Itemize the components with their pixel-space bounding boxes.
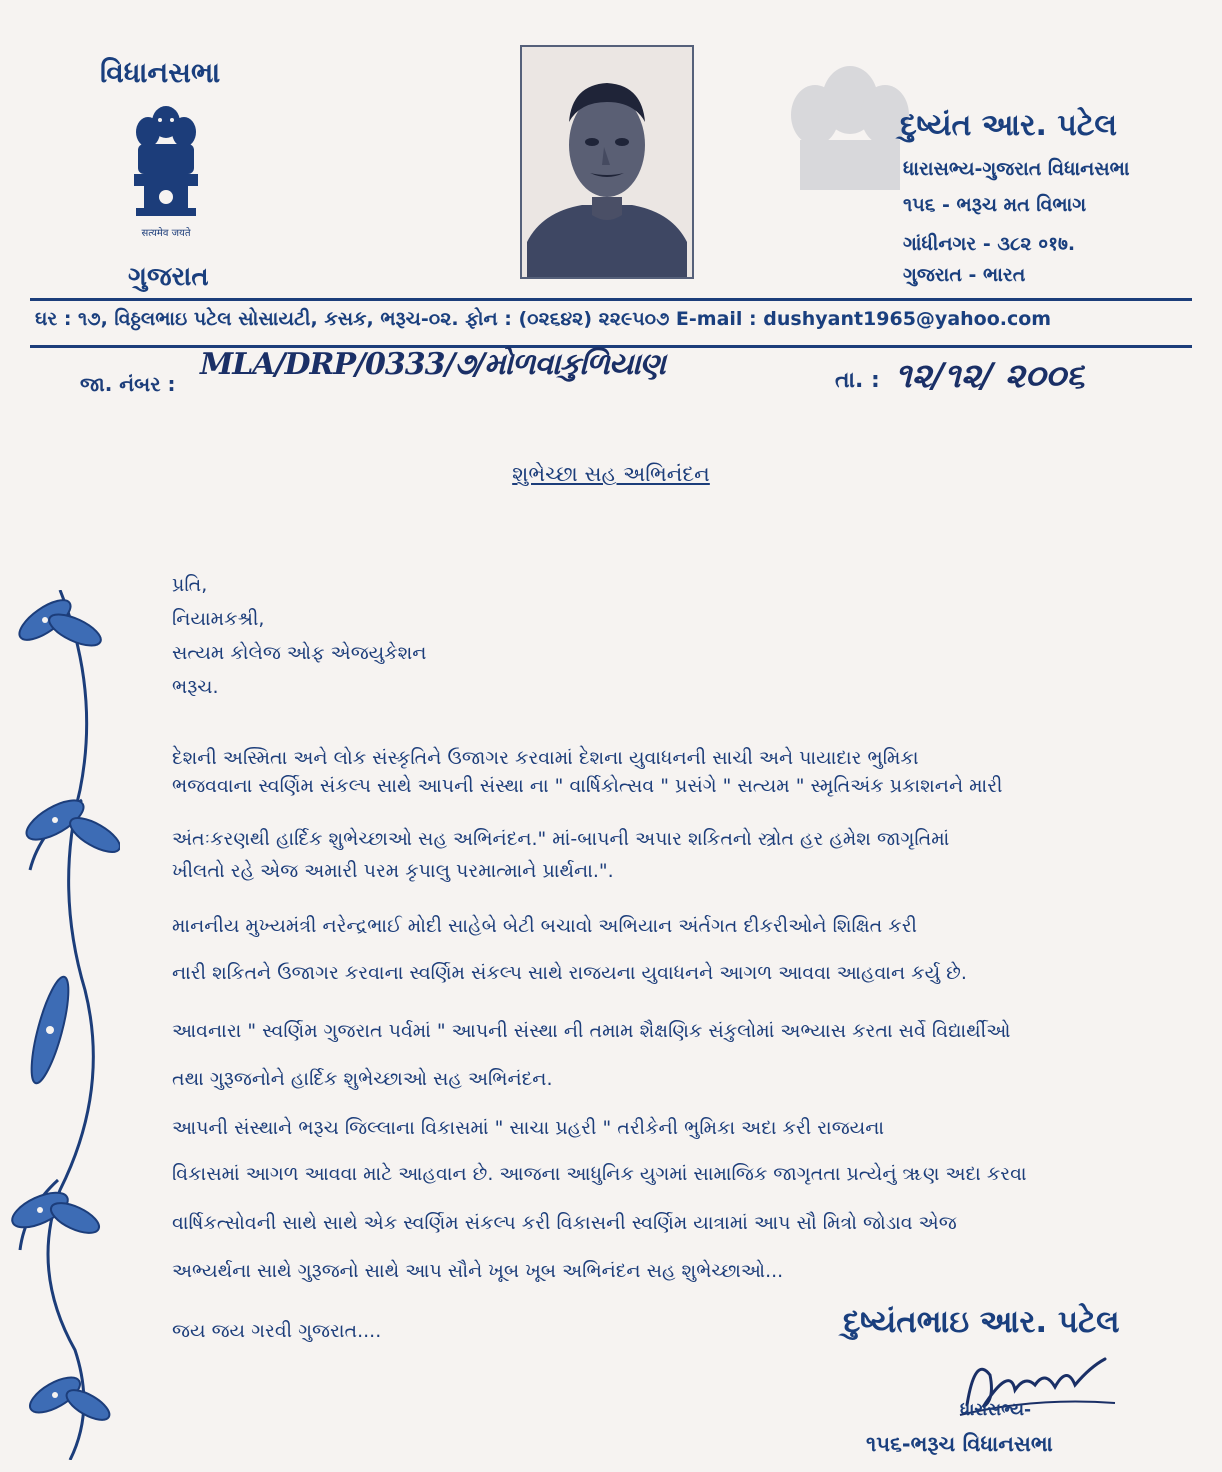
body-line: માનનીય મુખ્યમંત્રી નરેન્દ્રભાઈ મોદી સાહેબે બેટી બચાવો અભિયાન અંર્તગત દીકરીઓને શિક્ષિત કરી	[172, 915, 917, 937]
contact-address: ઘર : ૧૭, વિઠ્ઠલભાઇ પટેલ સોસાયટી, કસક, ભરૂચ-૦૨. ફોન : (૦૨૬૪૨) ૨૨૯૫૦૭ E-mail : dushyant1965@yahoo.com	[35, 308, 1052, 330]
body-line: દેશની અસ્મિતા અને લોક સંસ્કૃતિને ઉજાગર કરવામાં દેશના યુવાધનની સાચી અને પાયાદાર ભુમિકા	[172, 747, 919, 769]
emblem-motto: सत्यमेव जयते	[141, 228, 191, 239]
body-line: નારી શકિતને ઉજાગર કરવાના સ્વર્ણિમ સંકલ્પ સાથે રાજયના યુવાધનને આગળ આવવા આહવાન કર્યુ છે.	[172, 962, 967, 984]
city: ગાંધીનગર - ૩૮૨ ०१७.	[903, 233, 1076, 255]
state-label: ગુજરાત	[128, 262, 209, 292]
body-line: આપની સંસ્થાને ભરૂચ જિલ્લાના વિકાસમાં " સાચા પ્રહરી " તરીકેની ભુમિકા અદા કરી રાજયના	[172, 1117, 885, 1139]
header-rule-top	[30, 298, 1192, 301]
body-line: ભજવવાના સ્વર્ણિમ સંકલ્પ સાથે આપની સંસ્થા ના " વાર્ષિકોત્સવ " પ્રસંગે " સત્યમ " સ્મૃતિઅંક પ્રકાશનને મારી	[172, 775, 1003, 797]
body-line: અભ્યર્થના સાથે ગુરૂજનો સાથે આપ સૌને ખૂબ ખૂબ અભિનંદન સહ શુભેચ્છાઓ...	[172, 1260, 784, 1282]
body-line: અંતઃકરણથી હાર્દિક શુભેચ્છાઓ સહ અભિનંદન." માં-બાપની અપાર શકિતનો સ્ત્રોત હર હમેશ જાગૃતિમાં	[172, 828, 950, 850]
body-line: તથા ગુરૂજનોને હાર્દિક શુભેચ્છાઓ સહ અભિનંદન.	[172, 1068, 553, 1090]
constituency: ૧૫૬ - ભરૂચ મત વિભાગ	[903, 194, 1087, 216]
closing-salutation: જય જય ગરવી ગુજરાત....	[172, 1320, 382, 1342]
signatory-post: ધારાસભ્ય-	[960, 1400, 1032, 1420]
body-line: વાર્ષિકત્સોવની સાથે સાથે એક સ્વર્ણિમ સંકલ્પ કરી વિકાસની સ્વર્ણિમ યાત્રામાં આપ સૌ મિત્રો જોડાવ એજ	[172, 1212, 957, 1234]
country: ગુજરાત - ભારત	[903, 264, 1026, 286]
recipient-line: ભરૂચ.	[172, 676, 219, 698]
signatory-name: દુષ્યંતભાઇ આર. પટેલ	[843, 1304, 1120, 1340]
letterhead-name: દુષ્યંત આર. પટેલ	[900, 108, 1117, 143]
reference-label: જા. નંબર :	[80, 372, 176, 396]
recipient-line: નિયામકશ્રી,	[172, 608, 265, 630]
portrait-photo	[520, 45, 694, 279]
date-label: તા. :	[835, 368, 880, 393]
floral-vine-ornament-icon	[0, 590, 120, 1460]
date-value: ૧૨/૧૨/ ૨૦૦૬	[895, 356, 1085, 396]
body-line: આવનારા " સ્વર્ણિમ ગુજરાત પર્વમાં " આપની સંસ્થા ની તમામ શૈક્ષણિક સંકુલોમાં અભ્યાસ કરતા સર્વે વિદ્યાર્થીઓ	[172, 1020, 1011, 1042]
national-emblem-icon	[120, 100, 212, 248]
reference-number: MLA/DRP/0333/૭/મોળવાકુળિયાણ	[200, 347, 665, 382]
signatory-constituency: ૧૫૬-ભરૂચ વિધાનસભા	[866, 1432, 1053, 1456]
recipient-line: પ્રતિ,	[172, 574, 208, 596]
designation: ધારાસભ્ય-ગુજરાત વિધાનસભા	[903, 158, 1130, 180]
body-line: વિકાસમાં આગળ આવવા માટે આહવાન છે. આજના આધુનિક યુગમાં સામાજિક જાગૃતતા પ્રત્યેનું ૠણ અદા કરવા	[172, 1163, 1027, 1185]
assembly-label: વિધાનસભા	[100, 56, 221, 89]
recipient-line: સત્યમ કોલેજ ઓફ એજયુકેશન	[172, 642, 427, 664]
recipient-block	[172, 568, 426, 704]
body-line: ખીલતો રહે એજ અમારી પરમ કૃપાલુ પરમાત્માને પ્રાર્થના.".	[172, 860, 614, 882]
letter-subject: શુભેચ્છા સહ અભિનંદન	[512, 462, 710, 486]
